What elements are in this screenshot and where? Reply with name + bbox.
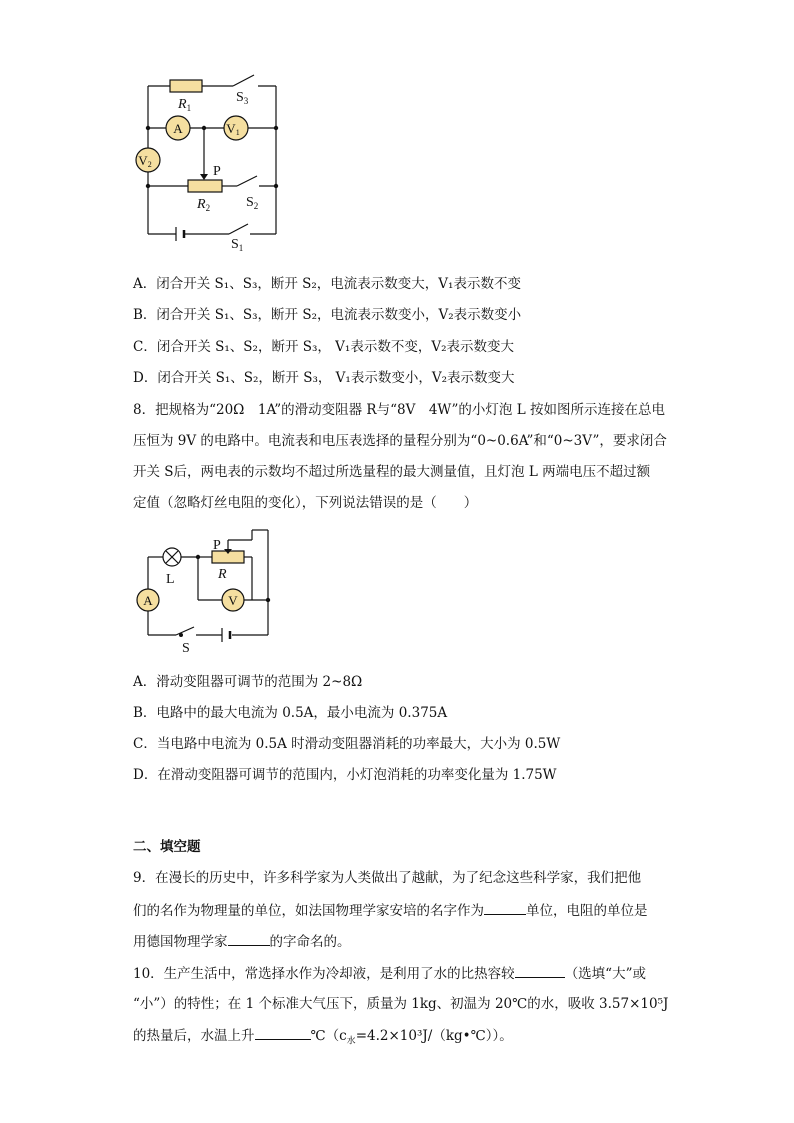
q9-line-2 [133,901,648,920]
r2-sub: 2 [205,203,211,213]
r1-label: R [178,97,187,112]
s-label: S [182,641,190,656]
q10-sub-water: 水 [346,1036,356,1047]
q9-line-2-text-a: 们的名作为物理量的单位，如法国物理学家安培的名字作为 [133,903,484,919]
v2-label: V [138,153,148,168]
q10-line-1-text-b: （选填“大”或 [564,966,646,982]
v1-label: V [226,121,236,136]
q8-option-c: C．当电路中电流为 0.5A 时滑动变阻器消耗的功率最大，大小为 0.5W [133,736,561,752]
p2-label: P [213,538,221,553]
section-title: 二、填空题 [133,839,201,855]
s1-label: S [231,237,239,252]
ammeter-2 [137,589,159,611]
q9-line-3-text-a: 用德国物理学家 [133,934,228,950]
q8-option-b: B．电路中的最大电流为 0.5A，最小电流为 0.375A [133,705,448,721]
r-label: R [218,567,227,582]
q7-option-c: C．闭合开关 S₁、S₂，断开 S₃， V₁表示数不变，V₂表示数变大 [133,339,515,355]
q9-line-3-text-b: 的字命名的。 [269,934,351,950]
v1-sub: 1 [235,128,240,137]
s3-sub: 3 [243,96,249,106]
ammeter-2-label: A [143,593,153,608]
s2-sub: 2 [253,201,259,211]
q10-blank-2[interactable] [255,1026,311,1040]
q9-blank-1[interactable] [484,901,526,915]
q10-line-3-text-a: 的热量后，水温上升 [133,1028,255,1044]
q10-line-1 [133,964,646,983]
s2-label: S [246,195,254,210]
q10-blank-1[interactable] [515,964,565,978]
q8-stem-line-3: 开关 S后，两电表的示数均不超过所选量程的最大测量值，且灯泡 L 两端电压不超过额 [133,464,651,480]
q9-line-3 [133,932,351,951]
q7-option-a: A．闭合开关 S₁、S₃，断开 S₂，电流表示数变大，V₁表示数不变 [133,276,521,292]
q9-blank-2[interactable] [228,932,270,946]
q8-option-d: D．在滑动变阻器可调节的范围内，小灯泡消耗的功率变化量为 1.75W [133,767,557,783]
lamp [163,548,181,566]
q7-option-b: B．闭合开关 S₁、S₃，断开 S₂，电流表示数变小，V₂表示数变小 [133,307,522,323]
s3-label: S [236,90,244,105]
q8-stem-line-2: 压恒为 9V 的电路中。电流表和电压表选择的量程分别为“0~0.6A”和“0~3V”，要求闭合 [133,433,667,449]
voltmeter-2 [222,589,244,611]
v2-sub: 2 [147,160,152,169]
voltmeter-2-label: V [228,593,238,608]
q10-line-2: “小”）的特性；在 1 个标准大气压下，质量为 1kg、初温为 20℃的水，吸收 3.57×10⁵J [133,996,669,1012]
q9-line-2-text-b: 单位，电阻的单位是 [526,903,648,919]
q8-stem-line-1: 8．把规格为“20Ω 1A”的滑动变阻器 R与“8V 4W”的小灯泡 L 按如图所示连接在总电 [133,402,665,418]
q8-stem-line-4: 定值（忽略灯丝电阻的变化），下列说法错误的是（ ） [133,495,478,511]
r2-label: R [197,197,206,212]
q9-line-1: 9．在漫长的历史中，许多科学家为人类做出了越献，为了纪念这些科学家，我们把他 [133,870,642,886]
q10-line-3-text-c: =4.2×10³J/（kg•℃））。 [355,1028,513,1044]
r1-sub: 1 [186,103,192,113]
q7-option-d: D．闭合开关 S₁、S₂，断开 S₃， V₁表示数变小，V₂表示数变大 [133,370,515,386]
q10-line-3 [133,1026,513,1051]
q8-option-a: A．滑动变阻器可调节的范围为 2~8Ω [133,674,363,690]
ammeter-label: A [173,121,183,136]
q10-line-1-text-a: 10．生产生活中，常选择水作为冷却液，是利用了水的比热容较 [133,966,515,982]
s1-sub: 1 [238,243,244,253]
q10-line-3-text-b: ℃（c [310,1028,347,1044]
p-label: P [213,164,221,179]
l-label: L [166,572,175,587]
